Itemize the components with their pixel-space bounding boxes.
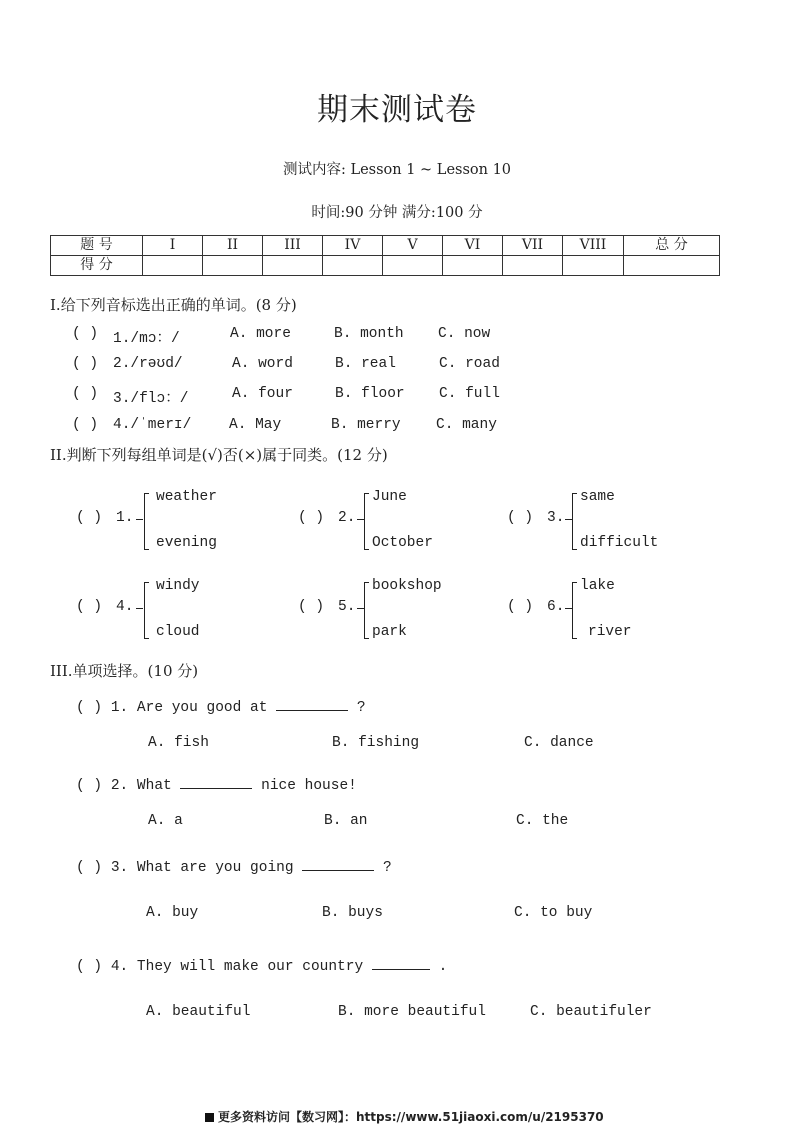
option-a: A. more xyxy=(230,326,291,342)
footer-link[interactable] xyxy=(205,1108,604,1125)
option-a: A. four xyxy=(232,386,293,402)
bracket-icon xyxy=(364,493,369,550)
answer-paren[interactable]: ( ) xyxy=(76,860,103,876)
option-c: C. many xyxy=(436,417,497,433)
table-cell: 总 分 xyxy=(624,236,720,256)
question-text: 4. They will make our country xyxy=(110,959,364,975)
word-top: same xyxy=(580,489,615,505)
answer-paren[interactable]: ( ) xyxy=(72,356,99,372)
score-cell[interactable] xyxy=(143,256,203,276)
score-table xyxy=(50,235,720,276)
option-b: B. buys xyxy=(322,905,383,921)
word-top: June xyxy=(372,489,407,505)
option-a: A. beautiful xyxy=(146,1004,251,1020)
score-cell[interactable] xyxy=(563,256,624,276)
bracket-icon xyxy=(144,493,149,550)
answer-blank[interactable] xyxy=(302,856,374,871)
score-cell[interactable] xyxy=(263,256,323,276)
word-top: bookshop xyxy=(372,578,442,594)
table-cell: VIII xyxy=(563,236,624,256)
score-cell[interactable] xyxy=(323,256,383,276)
answer-paren[interactable]: ( ) xyxy=(298,599,325,615)
option-b: B. month xyxy=(334,326,404,342)
answer-paren[interactable]: ( ) xyxy=(76,700,103,716)
word-bottom: cloud xyxy=(156,624,200,640)
bracket-icon xyxy=(364,582,369,639)
option-c: C. road xyxy=(439,356,500,372)
option-c: C. full xyxy=(439,386,500,402)
word-top: windy xyxy=(156,578,200,594)
question-end: ? xyxy=(382,860,392,876)
word-top: weather xyxy=(156,489,217,505)
option-b: B. floor xyxy=(335,386,405,402)
word-bottom: park xyxy=(372,624,407,640)
word-bottom: evening xyxy=(156,535,217,551)
bracket-icon xyxy=(572,493,577,550)
answer-paren[interactable]: ( ) xyxy=(507,510,534,526)
phonetic: 4./ˈmerɪ/ xyxy=(113,417,192,433)
score-cell[interactable] xyxy=(383,256,443,276)
item-number: 6. xyxy=(547,599,565,615)
score-table-score-row xyxy=(51,256,720,276)
word-bottom: river xyxy=(588,624,632,640)
item-number: 4. xyxy=(116,599,134,615)
item-number: 2. xyxy=(338,510,356,526)
test-content-line: 测试内容: Lesson 1 ~ Lesson 10 xyxy=(282,162,512,178)
option-c: C. now xyxy=(438,326,491,342)
option-a: A. buy xyxy=(146,905,199,921)
score-cell[interactable] xyxy=(503,256,563,276)
answer-paren[interactable]: ( ) xyxy=(76,778,103,794)
answer-blank[interactable] xyxy=(180,774,252,789)
flag-icon xyxy=(205,1113,214,1122)
section2-heading: II.判断下列每组单词是(√)否(×)属于同类。(12 分) xyxy=(50,446,388,464)
answer-paren[interactable]: ( ) xyxy=(76,599,103,615)
score-cell[interactable] xyxy=(203,256,263,276)
table-cell: III xyxy=(263,236,323,256)
answer-paren[interactable]: ( ) xyxy=(298,510,325,526)
answer-paren[interactable]: ( ) xyxy=(72,417,99,433)
word-top: lake xyxy=(580,578,615,594)
phonetic: 1./mɔ：/ xyxy=(113,331,180,347)
question-end: nice house! xyxy=(261,778,357,794)
item-number: 3. xyxy=(547,510,565,526)
option-b: B. more beautiful xyxy=(338,1004,486,1020)
option-c: C. to buy xyxy=(514,905,593,921)
score-table-header-row xyxy=(51,236,720,256)
bracket-icon xyxy=(144,582,149,639)
word-bottom: difficult xyxy=(580,535,659,551)
option-a: A. May xyxy=(229,417,282,433)
option-c: C. beautifuler xyxy=(530,1004,652,1020)
option-b: B. fishing xyxy=(332,735,420,751)
table-cell: IV xyxy=(323,236,383,256)
question-text: 2. What xyxy=(110,778,172,794)
table-cell: V xyxy=(383,236,443,256)
answer-paren[interactable]: ( ) xyxy=(507,599,534,615)
section1-heading: I.给下列音标选出正确的单词。(8 分) xyxy=(50,296,297,314)
score-cell[interactable] xyxy=(624,256,720,276)
item-number: 1. xyxy=(116,510,134,526)
option-a: A. fish xyxy=(148,735,209,751)
time-score-line: 时间:90 分钟 满分:100 分 xyxy=(311,205,483,221)
table-cell: VII xyxy=(503,236,563,256)
option-c: C. dance xyxy=(524,735,594,751)
table-cell: 题 号 xyxy=(51,236,143,256)
section3-heading: III.单项选择。(10 分) xyxy=(50,662,199,680)
table-cell: I xyxy=(143,236,203,256)
answer-blank[interactable] xyxy=(276,696,348,711)
option-b: B. merry xyxy=(331,417,401,433)
answer-paren[interactable]: ( ) xyxy=(76,510,103,526)
answer-blank[interactable] xyxy=(372,955,430,970)
phonetic: 3./flɔ：/ xyxy=(113,391,189,407)
option-b: B. an xyxy=(324,813,368,829)
bracket-icon xyxy=(572,582,577,639)
option-c: C. the xyxy=(516,813,569,829)
table-cell: VI xyxy=(443,236,503,256)
answer-paren[interactable]: ( ) xyxy=(76,959,103,975)
answer-paren[interactable]: ( ) xyxy=(72,326,99,342)
word-bottom: October xyxy=(372,535,433,551)
question-end: . xyxy=(438,959,448,975)
option-b: B. real xyxy=(335,356,396,372)
table-cell: 得 分 xyxy=(51,256,143,276)
page-title: 期末测试卷 xyxy=(317,92,477,128)
footer-text: 更多资料访问【数习网】：https://www.51jiaoxi.com/u/2195370 xyxy=(218,1110,604,1124)
item-number: 5. xyxy=(338,599,356,615)
question-text: 3. What are you going xyxy=(110,860,294,876)
question-end: ? xyxy=(356,700,366,716)
score-cell[interactable] xyxy=(443,256,503,276)
option-a: A. word xyxy=(232,356,293,372)
question-text: 1. Are you good at xyxy=(110,700,268,716)
option-a: A. a xyxy=(148,813,183,829)
table-cell: II xyxy=(203,236,263,256)
phonetic: 2./rəʊd/ xyxy=(113,356,183,372)
answer-paren[interactable]: ( ) xyxy=(72,386,99,402)
